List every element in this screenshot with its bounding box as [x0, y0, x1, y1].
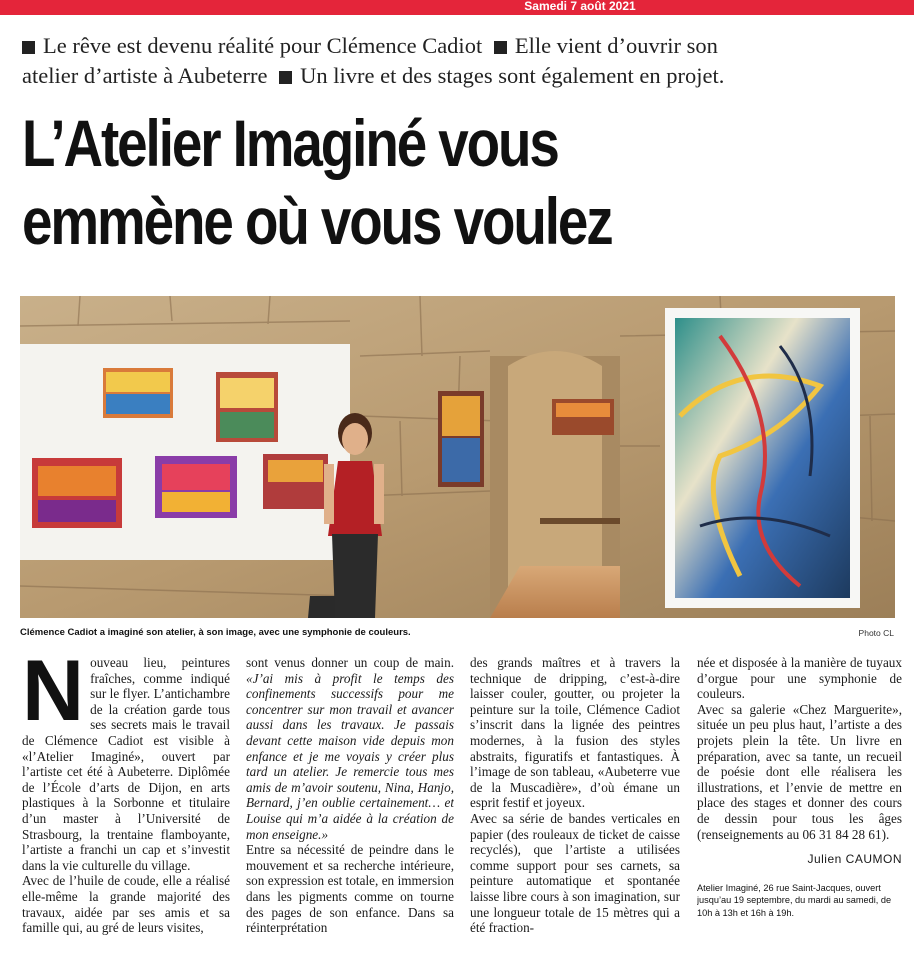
photo-caption: Clémence Cadiot a imaginé son atelier, à son image, avec une symphonie de couleurs. [20, 627, 411, 638]
lede-text: Le rêve est devenu réalité pour Clémence Cadiot [43, 33, 483, 58]
paragraph: des grands maîtres et à travers la technique de dripping, c’est-à-dire laisser couler, goutter, ou projeter la peinture sur la toile, Clémence Cadiot s’inscrit dans la lignée des peintres modernes, à la fusion des styles abstraits, figuratifs et fantastiques. À l’image de son tableau, «Aubeterre vue de la Muscadière», d’où émane un esprit festif et joyeux. [470, 655, 680, 811]
lede-line-1 [22, 31, 902, 61]
author-signature: Julien CAUMON [807, 852, 902, 867]
square-bullet-icon [494, 41, 507, 54]
paragraph: Entre sa nécessité de peindre dans le mouvement et sa recherche intérieure, son expression est totale, en immersion dans les pigments comme on tourne des pages de son enfance. Dans sa réinterprétation [246, 842, 454, 936]
top-banner [0, 0, 914, 15]
bench [540, 518, 620, 524]
lede-text: Elle vient d’ouvrir son [514, 33, 718, 58]
square-bullet-icon [279, 71, 292, 84]
paragraph: Avec sa galerie «Chez Marguerite», située un peu plus haut, l’artiste a des projets plein la tête. Un livre en préparation, avec sa tante, un recueil de poésie dont elle réalisera les illustrations, et l’envie de mettre en place des stages et donner des cours de dessin pour tous les âges (renseignements au 06 31 84 28 61). [697, 701, 902, 842]
gallery-photo-illustration [20, 296, 895, 618]
practical-info: Atelier Imaginé, 26 rue Saint-Jacques, ouvert jusqu’au 19 septembre, du mardi au samedi, de 10h à 13h et 16h à 19h. [697, 882, 892, 918]
square-bullet-icon [22, 41, 35, 54]
paragraph: Avec de l’huile de coude, elle a réalisé elle-même la grande majorité des travaux, aidée par ses amis et sa famille qui, au gré de leurs visites, [22, 873, 230, 936]
paragraph [246, 655, 454, 842]
drop-cap: N [22, 655, 85, 739]
article-lede [22, 31, 902, 91]
issue-date: Samedi 7 août 2021 [524, 0, 636, 13]
article-column-3 [470, 655, 680, 960]
article-headline [22, 104, 752, 260]
article-photo [20, 296, 895, 618]
paragraph: née et disposée à la manière de tuyaux d’orgue pour une symphonie de couleurs. [697, 655, 902, 702]
paragraph: Avec sa série de bandes verticales en papier (des rouleaux de ticket de caisse recyclés), que l’artiste a utilisées comme support pour ses carnets, sa peinture automatique et spontanée laisse libre cours à son imagination, sur une longueur totale de 15 mètres qui a été fraction- [470, 810, 680, 936]
artist-quote: «J’ai mis à profit le temps des confinements successifs pour me concentrer sur mon travail et avancer aussi dans les travaux. Je passais devant cette maison vide depuis mon enfance et je me voyais y créer plus tard un atelier. Je remercie tous mes amis de m’avoir soutenu, Nina, Hanjo, Bernard, j’en oublie certainement… et Louise qui m’a aidée à la création de mon enseigne.» [246, 670, 454, 842]
article-column-4 [697, 655, 902, 960]
headline-line-1: L’Atelier Imaginé vous [22, 106, 558, 180]
paragraph: ouveau lieu, peintures fraîches, comme indiqué sur le flyer. L’antichambre de la création garde tous ses secrets mais le travail de Clémence Cadiot est visible à «l’Atelier Imaginé», ouvert par l’artiste cet été à Aubeterre. Diplômée de l’École d’arts de Dijon, en arts plastiques à la Sorbonne et titulaire d’un master à l’Université de Strasbourg, la trentaine flamboyante, l’artiste a franchi un cap et s’investit dans la vie culturelle du village. [22, 655, 230, 873]
photo-credit: Photo CL [858, 628, 894, 638]
headline-line-2: emmène où vous voulez [22, 184, 612, 258]
paragraph-text: sont venus donner un coup de main. [246, 655, 454, 670]
article-column-1 [22, 655, 230, 960]
large-painting [675, 318, 850, 598]
article-column-2 [246, 655, 454, 960]
lede-text: Un livre et des stages sont également en projet. [300, 63, 725, 88]
lede-text: atelier d’artiste à Aubeterre [22, 63, 268, 88]
lede-line-2 [22, 61, 902, 91]
